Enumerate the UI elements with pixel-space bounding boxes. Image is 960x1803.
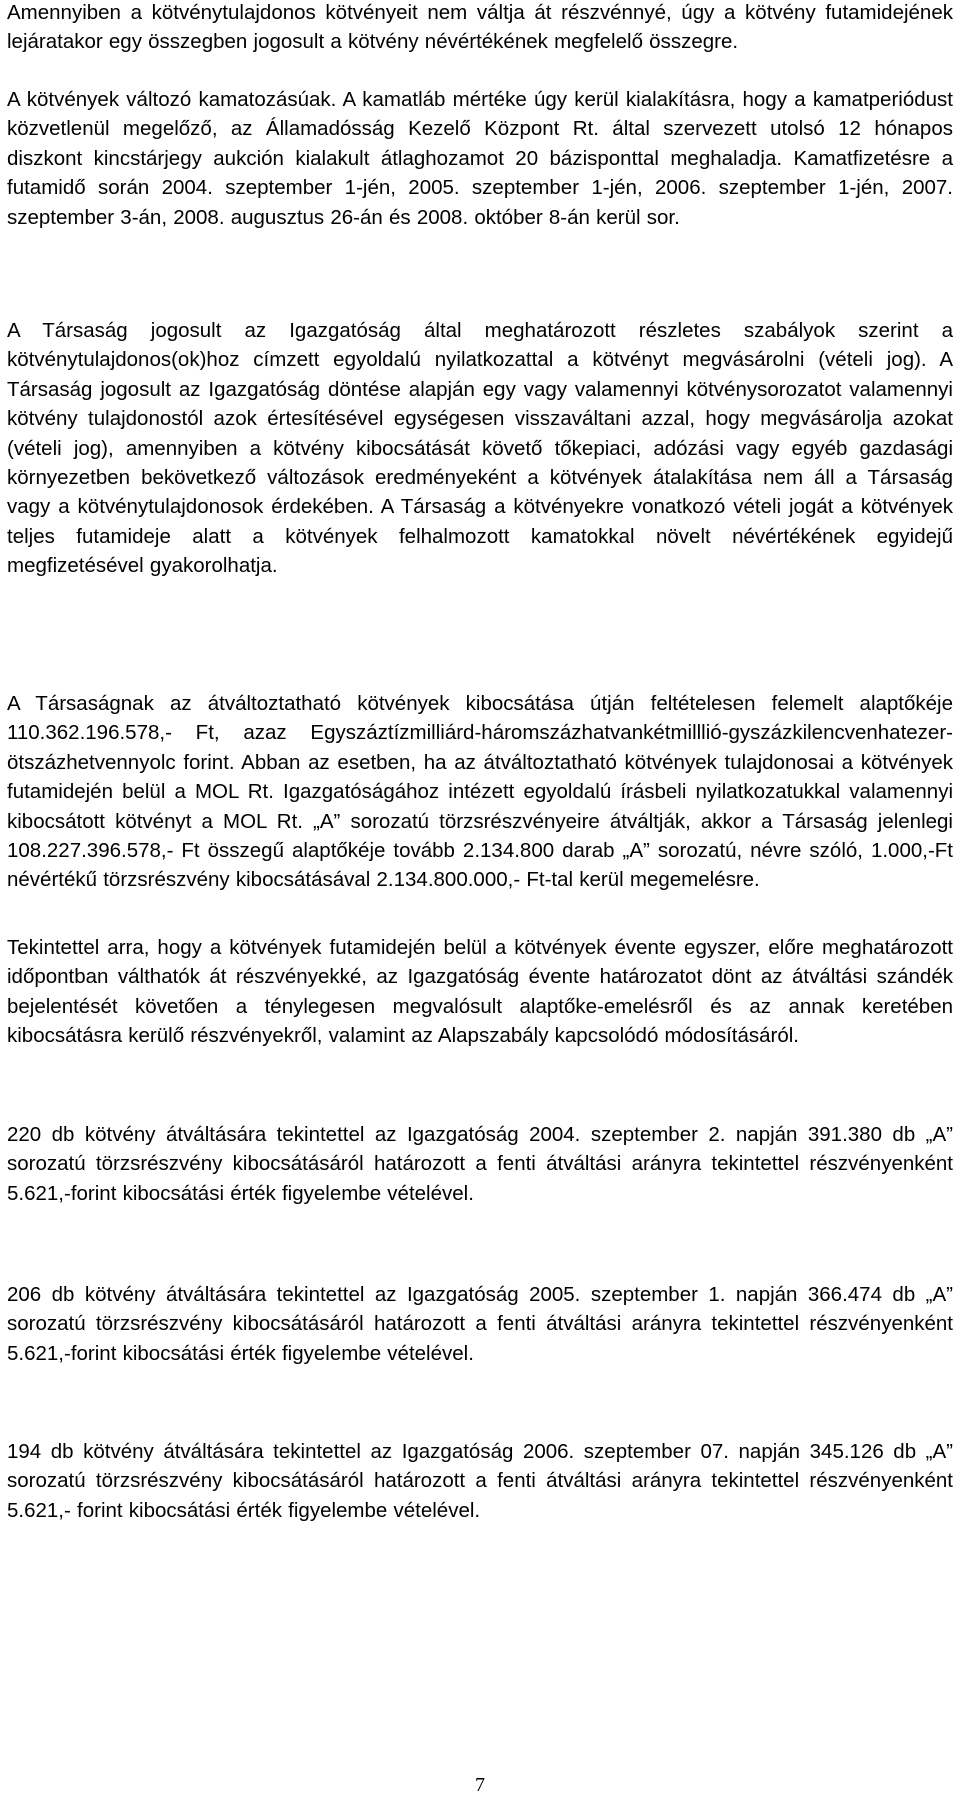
paragraph-redemption: Amennyiben a kötvénytulajdonos kötvényeit nem váltja át részvénnyé, úgy a kötvény futamidejének lejáratakor egy összegben jogosult a kötvény névértékének megfelelő összegre. bbox=[7, 1, 953, 54]
paragraph-capital-increase: A Társaságnak az átváltoztatható kötvények kibocsátása útján feltételesen felemelt alaptőkéje 110.362.196.578,- Ft, azaz Egyszáztízmilliárd-háromszázhatvankétmilllió-gyszázkilencvenhatezer-ötszázhetvennyolc forint. Abban az esetben, ha az átváltoztatható kötvények tulajdonosai a kötvények futamidején belül a MOL Rt. Igazgatóságához intézett egyoldalú írásbeli nyilatkozatukkal valamennyi kibocsátott kötvényt a MOL Rt. „A” sorozatú törzsrészvényeire átváltják, akkor a Társaság jelenlegi 108.227.396.578,- Ft összegű alaptőkéje tovább 2.134.800 darab „A” sorozatú, névre szóló, 1.000,-Ft névértékű törzsrészvény kibocsátásával 2.134.800.000,- Ft-tal kerül megemelésre. bbox=[7, 692, 953, 892]
paragraph-call-right: A Társaság jogosult az Igazgatóság által meghatározott részletes szabályok szerint a kötvénytulajdonos(ok)hoz címzett egyoldalú nyilatkozattal a kötvényt megvásárolni (vételi jog). A Társaság jogosult az Igazgatóság döntése alapján egy vagy valamennyi kötvénysorozatot valamennyi kötvény tulajdonostól azok értesítésével egységesen visszaváltani azzal, hogy megvásárolja azokat (vételi jog), amennyiben a kötvény kibocsátását követő tőkepiaci, adózási vagy egyéb gazdasági környezetben bekövetkező változások eredményeként a kötvények átalakítása nem áll a Társaság vagy a kötvénytulajdonosok érdekében. A Társaság a kötvényekre vonatkozó vételi jogát a kötvények teljes futamideje alatt a kötvények felhalmozott kamatokkal növelt névértékének egyidejű megfizetésével gyakorolhatja. bbox=[7, 319, 953, 578]
paragraph-annual-conversion: Tekintettel arra, hogy a kötvények futamidején belül a kötvények évente egyszer, előre meghatározott időpontban válthatók át részvényekké, az Igazgatóság évente határozatot dönt az átváltási szándék bejelentését követően a ténylegesen megvalósult alaptőke-emelésről és az annak keretében kibocsátásra kerülő részvényekről, valamint az Alapszabály kapcsolódó módosításáról. bbox=[7, 936, 953, 1048]
paragraph-conversion-2005: 206 db kötvény átváltására tekintettel az Igazgatóság 2005. szeptember 1. napján 366.474 db „A” sorozatú törzsrészvény kibocsátásáról határozott a fenti átváltási arányra tekintettel részvényenként 5.621,-forint kibocsátási érték figyelembe vételével. bbox=[7, 1283, 953, 1365]
paragraph-conversion-2004: 220 db kötvény átváltására tekintettel az Igazgatóság 2004. szeptember 2. napján 391.380 db „A” sorozatú törzsrészvény kibocsátásáról határozott a fenti átváltási arányra tekintettel részvényenként 5.621,-forint kibocsátási érték figyelembe vételével. bbox=[7, 1123, 953, 1205]
page-number: 7 bbox=[475, 1774, 485, 1796]
paragraph-interest: A kötvények változó kamatozásúak. A kamatláb mértéke úgy kerül kialakításra, hogy a kamatperiódust közvetlenül megelőző, az Államadósság Kezelő Központ Rt. által szervezett utolsó 12 hónapos diszkont kincstárjegy aukción kialakult átlaghozamot 20 bázisponttal meghaladja. Kamatfizetésre a futamidő során 2004. szeptember 1-jén, 2005. szeptember 1-jén, 2006. szeptember 1-jén, 2007. szeptember 3-án, 2008. augusztus 26-án és 2008. október 8-án kerül sor. bbox=[7, 88, 953, 229]
paragraph-conversion-2006: 194 db kötvény átváltására tekintettel az Igazgatóság 2006. szeptember 07. napján 345.126 db „A” sorozatú törzsrészvény kibocsátásáról határozott a fenti átváltási arányra tekintettel részvényenként 5.621,- forint kibocsátási érték figyelembe vételével. bbox=[7, 1440, 953, 1522]
